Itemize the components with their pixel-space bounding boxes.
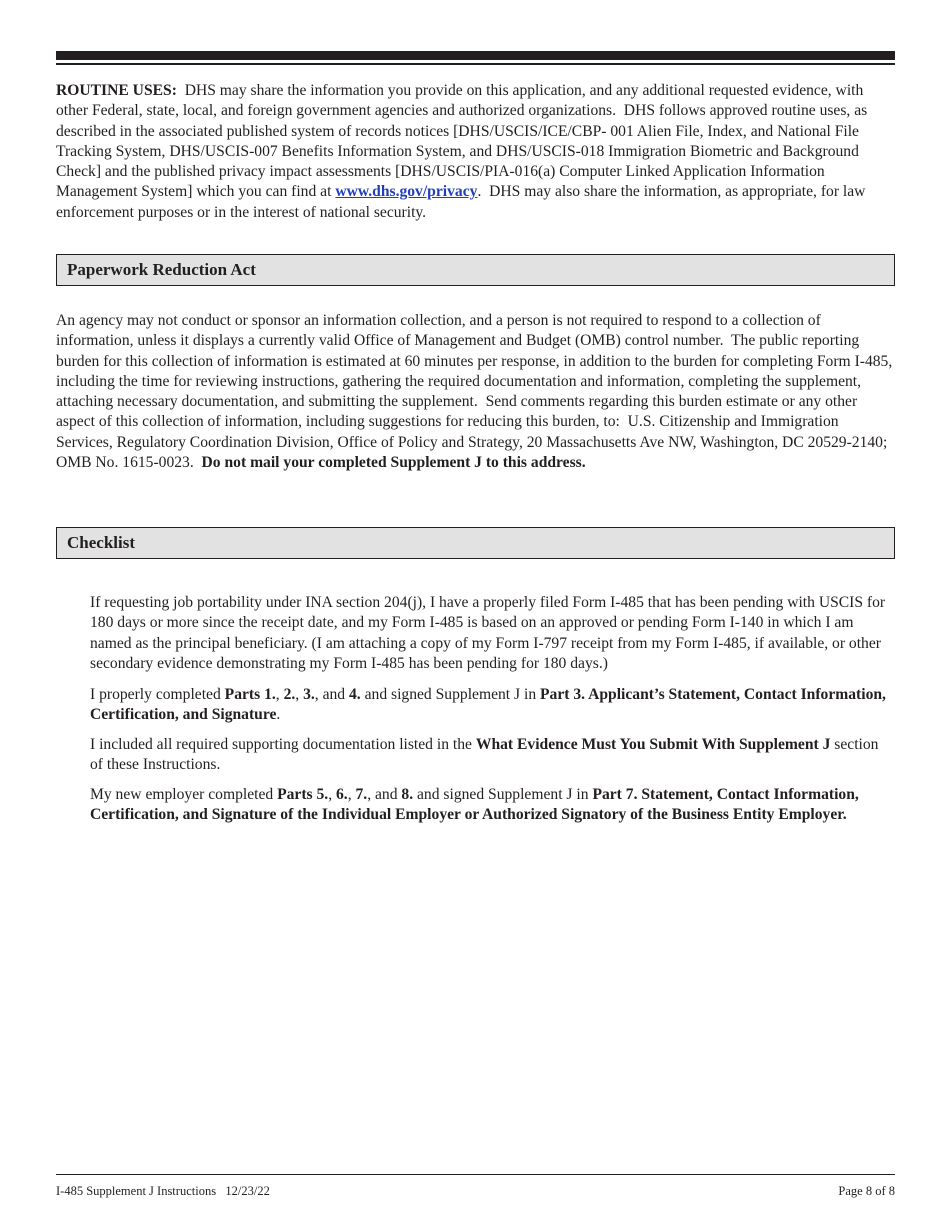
footer-rule	[56, 1174, 895, 1175]
footer-form-id: I-485 Supplement J Instructions 12/23/22	[56, 1184, 270, 1198]
footer-page-number: Page 8 of 8	[838, 1184, 895, 1198]
header-rule-thick	[56, 51, 895, 60]
paperwork-heading: Paperwork Reduction Act	[67, 260, 256, 279]
paperwork-text: An agency may not conduct or sponsor an information collection, and a person is not required to respond to a collection of information, unless it displays a currently valid Office of Management and Budget (OMB) control number. The public reporting burden for this collection of information is estimated at 60 minutes per response, in addition to the burden for completing Form I-485, including the time for reviewing instructions, gathering the required documentation and information, completing the supplement, attaching necessary documentation, and submitting the supplement. Send comments regarding this burden estimate or any other aspect of this collection of information, including suggestions for reducing this burden, to: U.S. Citizenship and Immigration Services, Regulatory Coordination Division, Office of Policy and Strategy, 20 Massachusetts Ave NW, Washington, DC 20529-2140; OMB No. 1615-0023.	[56, 312, 897, 472]
checklist-item-1-text: If requesting job portability under INA section 204(j), I have a properly filed Form I-485 that has been pending with USCIS for 180 days or more since the receipt date, and my Form I-485 is based on an approved or pending Form I-140 in which I am named as the principal beneficiary. (I am attaching a copy of my Form I-797 receipt from my Form I-485, if available, or other secondary evidence demonstrating my Form I-485 has been pending for 180 days.)	[90, 594, 886, 672]
checklist-item-3: I included all required supporting documentation listed in the What Evidence Must You Submit With Supplement J section of these Instructions.	[90, 736, 883, 774]
privacy-link[interactable]: www.dhs.gov/privacy	[335, 183, 478, 201]
checklist-item-2: I properly completed Parts 1., 2., 3., and 4. and signed Supplement J in Part 3. Applicant’s Statement, Contact Information, Certification, and Signature.	[90, 686, 886, 724]
checklist-section-header	[56, 527, 895, 559]
routine-uses-paragraph	[56, 81, 896, 223]
checklist-item-1	[90, 593, 895, 674]
paperwork-section-header	[56, 254, 895, 286]
paperwork-paragraph	[56, 311, 896, 473]
routine-uses-text-end: . DHS may also share the information, as appropriate, for law enforcement purposes or in the interest of national security.	[56, 183, 870, 221]
paperwork-warning: Do not mail your completed Supplement J to this address.	[201, 454, 586, 472]
routine-uses-label: ROUTINE USES:	[56, 82, 177, 99]
header-rule-thin	[56, 63, 895, 65]
routine-uses-text: DHS may share the information you provide on this application, and any additional requested evidence, with other Federal, state, local, and foreign government agencies and authorized organizations. DHS follows approved routine uses, as described in the associated published system of records notices [DHS/USCIS/ICE/CBP- 001 Alien File, Index, and National File Tracking System, DHS/USCIS-007 Benefits Information System, and DHS/USCIS-018 Immigration Biometric and Background Check] and the published privacy impact assessments [DHS/USCIS/PIA-016(a) Computer Linked Application Information Management System] which you can find at	[56, 82, 872, 201]
checklist-heading: Checklist	[67, 533, 135, 552]
checklist-item-4: My new employer completed Parts 5., 6., 7., and 8. and signed Supplement J in Part 7. Statement, Contact Information, Certification, and Signature of the Individual Employer or Authorized Signatory of the Business Entity Employer.	[90, 786, 859, 824]
